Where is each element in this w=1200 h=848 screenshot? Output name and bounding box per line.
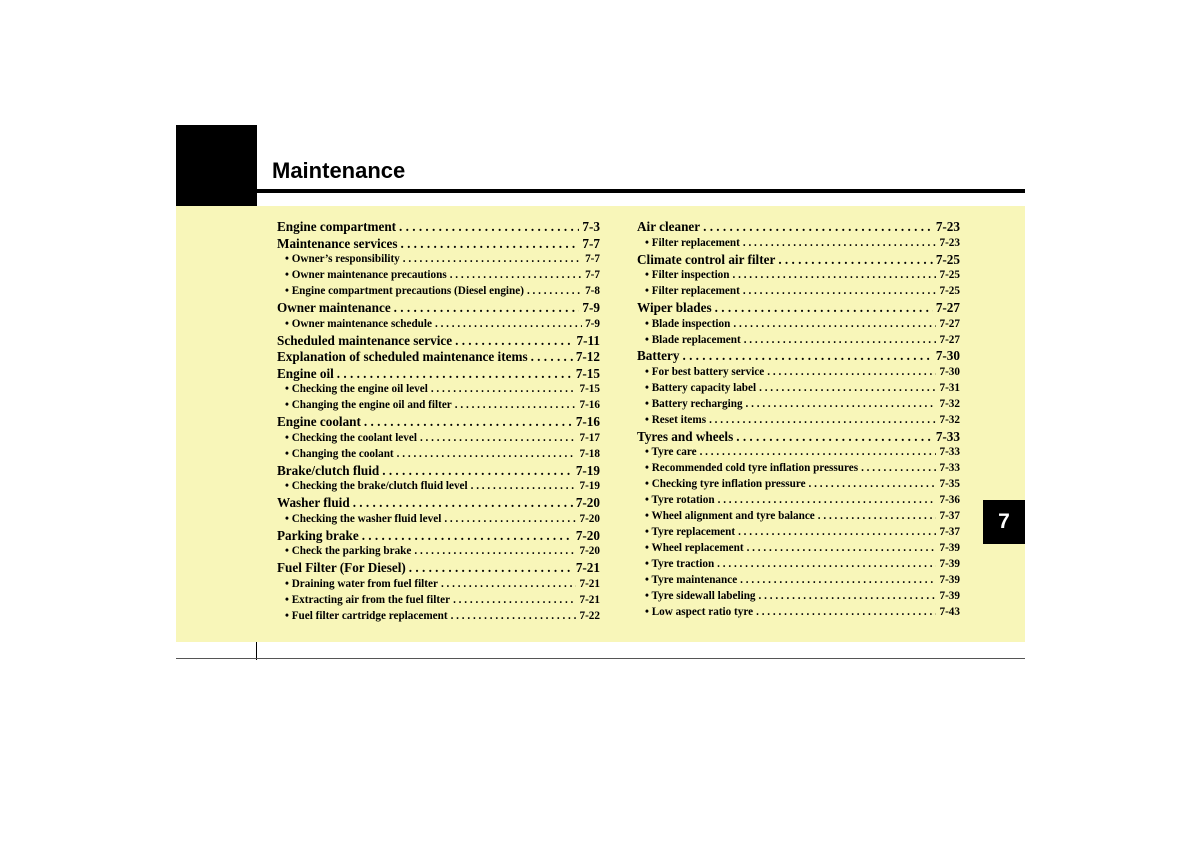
toc-entry-label: • Engine compartment precautions (Diesel engine) — [285, 285, 524, 298]
toc-entry-label: • Draining water from fuel filter — [285, 577, 438, 590]
toc-entry-label: Owner maintenance — [277, 300, 391, 315]
toc-entry[interactable] — [277, 300, 600, 317]
toc-entry-label: • Tyre maintenance — [645, 573, 738, 586]
toc-entry-page: 7-39 — [939, 557, 960, 570]
dot-leader — [743, 236, 937, 252]
dot-leader — [718, 493, 937, 509]
toc-entry-label: • Filter replacement — [645, 236, 740, 249]
toc-entry-page: 7-22 — [579, 609, 600, 622]
dot-leader — [759, 589, 937, 605]
dot-leader — [471, 479, 577, 495]
toc-entry-page: 7-25 — [939, 269, 960, 282]
toc-subentry[interactable] — [637, 317, 960, 333]
toc-subentry[interactable] — [277, 512, 600, 528]
toc-entry-label: Engine oil — [277, 365, 334, 381]
toc-subentry[interactable] — [277, 398, 600, 414]
toc-entry-page: 7-33 — [939, 462, 960, 475]
title-underline — [257, 189, 1025, 193]
toc-entry[interactable] — [277, 560, 600, 577]
toc-entry[interactable] — [637, 252, 960, 269]
dot-leader — [441, 577, 577, 593]
dot-leader — [733, 268, 937, 284]
toc-subentry[interactable] — [637, 573, 960, 589]
toc-entry-page: 7-20 — [575, 495, 600, 511]
toc-entry-page: 7-16 — [575, 414, 600, 430]
toc-entry[interactable] — [277, 366, 600, 383]
dot-leader — [337, 366, 573, 383]
dot-leader — [759, 381, 936, 397]
toc-entry-label: • Blade replacement — [645, 333, 741, 346]
dot-leader — [861, 461, 936, 477]
chapter-tab[interactable]: 7 — [983, 500, 1025, 544]
toc-subentry[interactable] — [277, 447, 600, 463]
dot-leader — [818, 509, 937, 525]
toc-entry[interactable] — [637, 300, 960, 317]
toc-entry-label: • Low aspect ratio tyre — [645, 605, 754, 618]
toc-subentry[interactable] — [637, 557, 960, 573]
toc-entry-label: • Battery recharging — [645, 397, 743, 410]
toc-entry[interactable] — [637, 348, 960, 365]
toc-entry-page: 7-8 — [585, 285, 600, 298]
dot-leader — [431, 382, 577, 398]
dot-leader — [444, 512, 576, 528]
toc-subentry[interactable] — [637, 525, 960, 541]
toc-subentry[interactable] — [277, 252, 600, 268]
toc-entry-page: 7-20 — [579, 545, 600, 558]
toc-subentry[interactable] — [637, 236, 960, 252]
toc-entry-label: • Battery capacity label — [645, 382, 757, 394]
chapter-title: Maintenance — [272, 158, 406, 183]
toc-column-right — [637, 219, 960, 621]
dot-leader — [382, 463, 573, 480]
dot-leader — [736, 429, 933, 446]
toc-subentry[interactable] — [637, 509, 960, 525]
chapter-header-block — [176, 125, 257, 206]
dot-leader — [409, 560, 573, 577]
dot-leader — [527, 284, 582, 300]
toc-entry[interactable] — [277, 349, 600, 366]
dot-leader — [400, 236, 579, 253]
toc-entry-label: • Checking the coolant level — [285, 431, 417, 444]
toc-entry-page: 7-35 — [939, 478, 960, 491]
toc-entry-page: 7-27 — [935, 300, 960, 315]
toc-subentry[interactable] — [637, 461, 960, 477]
toc-subentry[interactable] — [637, 413, 960, 429]
dot-leader — [399, 219, 579, 236]
dot-leader — [455, 333, 573, 350]
toc-subentry[interactable] — [277, 544, 600, 560]
toc-entry-label: • Changing the coolant — [285, 447, 394, 460]
toc-entry[interactable] — [277, 414, 600, 431]
dot-leader — [397, 447, 577, 463]
toc-subentry[interactable] — [637, 589, 960, 605]
toc-entry-label: • Tyre sidewall labeling — [645, 589, 756, 602]
toc-entry-page: 7-16 — [579, 399, 600, 412]
toc-entry-page: 7-21 — [579, 577, 600, 590]
dot-leader — [682, 348, 932, 365]
toc-entry-page: 7-11 — [576, 332, 600, 348]
toc-entry-page: 7-27 — [939, 333, 960, 346]
dot-leader — [531, 349, 573, 366]
toc-entry-page: 7-12 — [575, 349, 600, 365]
toc-entry-label: • Fuel filter cartridge replacement — [285, 609, 448, 622]
toc-entry-label: • Extracting air from the fuel filter — [285, 593, 451, 606]
toc-entry-page: 7-39 — [939, 542, 960, 555]
toc-entry-page: 7-30 — [939, 366, 960, 379]
toc-entry-page: 7-27 — [939, 317, 960, 330]
toc-entry-label: • Owner’s responsibility — [285, 253, 400, 266]
toc-entry-label: • For best battery service — [645, 366, 765, 379]
dot-leader — [414, 544, 576, 560]
dot-leader — [778, 252, 933, 269]
toc-entry[interactable] — [277, 495, 600, 512]
dot-leader — [703, 219, 933, 236]
dot-leader — [747, 541, 937, 557]
toc-entry-label: Wiper blades — [637, 300, 712, 315]
toc-subentry[interactable] — [277, 609, 600, 625]
toc-entry-page: 7-15 — [575, 365, 600, 381]
toc-subentry[interactable] — [277, 431, 600, 447]
toc-entry-label: Brake/clutch fluid — [277, 462, 380, 478]
toc-subentry[interactable] — [277, 593, 600, 609]
dot-leader — [435, 317, 582, 333]
toc-entry-label: Explanation of scheduled maintenance items — [277, 349, 528, 365]
toc-entry-label: • Tyre replacement — [645, 526, 736, 539]
toc-entry-label: • Checking the brake/clutch fluid level — [285, 480, 468, 493]
toc-entry-page: 7-39 — [939, 589, 960, 602]
toc-entry-page: 7-39 — [939, 573, 960, 586]
toc-entry-label: Washer fluid — [277, 495, 350, 511]
toc-entry-page: 7-25 — [939, 285, 960, 298]
dot-leader — [364, 414, 573, 431]
toc-entry-label: • Changing the engine oil and filter — [285, 399, 452, 412]
toc-entry-page: 7-21 — [579, 593, 600, 606]
toc-subentry[interactable] — [637, 445, 960, 461]
toc-subentry[interactable] — [277, 479, 600, 495]
toc-entry-label: • Filter inspection — [645, 269, 730, 282]
toc-entry-page: 7-21 — [575, 560, 600, 576]
toc-entry-page: 7-19 — [575, 462, 600, 478]
toc-entry-label: • Check the parking brake — [285, 545, 412, 558]
toc-subentry[interactable] — [637, 477, 960, 493]
dot-leader — [733, 317, 936, 333]
toc-entry-page: 7-33 — [935, 428, 960, 444]
toc-subentry[interactable] — [637, 493, 960, 509]
dot-leader — [756, 605, 936, 621]
toc-entry-label: Climate control air filter — [637, 251, 776, 267]
dot-leader — [709, 413, 936, 429]
toc-subentry[interactable] — [637, 605, 960, 621]
toc-entry-label: Fuel Filter (For Diesel) — [277, 560, 406, 576]
toc-entry-label: Engine coolant — [277, 414, 361, 430]
toc-entry-page: 7-15 — [579, 383, 600, 396]
toc-entry-page: 7-30 — [935, 348, 960, 364]
toc-entry-page: 7-32 — [939, 413, 960, 426]
toc-entry-label: Battery — [637, 348, 680, 364]
toc-entry-page: 7-23 — [935, 219, 960, 234]
toc-subentry[interactable] — [277, 382, 600, 398]
toc-entry-label: • Checking the engine oil level — [285, 383, 428, 396]
dot-leader — [455, 398, 577, 414]
toc-entry-page: 7-23 — [939, 236, 960, 249]
toc-entry-label: • Recommended cold tyre inflation pressures — [645, 462, 859, 475]
toc-entry-page: 7-20 — [579, 512, 600, 525]
toc-entry-page: 7-37 — [939, 510, 960, 523]
toc-subentry[interactable] — [277, 317, 600, 333]
toc-entry-label: Tyres and wheels — [637, 428, 734, 444]
toc-entry-page: 7-9 — [582, 300, 600, 315]
toc-entry-label: Maintenance services — [277, 235, 398, 251]
toc-column-left — [277, 219, 600, 625]
toc-entry[interactable] — [277, 528, 600, 545]
bottom-rule — [176, 658, 1025, 659]
toc-entry-label: Engine compartment — [277, 219, 397, 234]
toc-entry-label: • Tyre traction — [645, 557, 715, 570]
dot-leader — [715, 300, 933, 317]
dot-leader — [353, 495, 573, 512]
dot-leader — [740, 573, 936, 589]
toc-entry-page: 7-37 — [939, 526, 960, 539]
dot-leader — [700, 445, 937, 461]
toc-entry-page: 7-33 — [939, 446, 960, 459]
dot-leader — [420, 431, 577, 447]
toc-entry-label: • Checking the washer fluid level — [285, 512, 442, 525]
toc-entry-label: • Filter replacement — [645, 285, 740, 298]
toc-entry-page: 7-7 — [585, 269, 600, 282]
toc-entry-label: • Blade inspection — [645, 317, 731, 330]
dot-leader — [746, 397, 937, 413]
dot-leader — [451, 609, 577, 625]
dot-leader — [738, 525, 936, 541]
toc-entry-page: 7-3 — [582, 219, 600, 234]
dot-leader — [743, 284, 937, 300]
dot-leader — [809, 477, 937, 493]
dot-leader — [403, 252, 582, 268]
toc-entry-label: Scheduled maintenance service — [277, 332, 453, 348]
toc-entry-page: 7-19 — [579, 480, 600, 493]
dot-leader — [744, 333, 937, 349]
toc-entry-page: 7-43 — [939, 605, 960, 618]
toc-subentry[interactable] — [637, 268, 960, 284]
toc-entry-page: 7-17 — [579, 431, 600, 444]
toc-entry-label: Parking brake — [277, 527, 359, 543]
toc-entry-label: • Owner maintenance schedule — [285, 317, 432, 330]
toc-entry[interactable] — [277, 463, 600, 480]
toc-entry-label: • Wheel replacement — [645, 542, 744, 555]
toc-subentry[interactable] — [637, 541, 960, 557]
toc-subentry[interactable] — [277, 284, 600, 300]
toc-subentry[interactable] — [637, 333, 960, 349]
toc-subentry[interactable] — [637, 381, 960, 397]
toc-subentry[interactable] — [637, 397, 960, 413]
toc-entry[interactable] — [277, 236, 600, 253]
toc-entry-page: 7-7 — [582, 235, 600, 251]
dot-leader — [362, 528, 573, 545]
toc-entry[interactable] — [637, 219, 960, 236]
toc-subentry[interactable] — [277, 577, 600, 593]
toc-entry[interactable] — [277, 333, 600, 350]
toc-entry-label: • Tyre care — [645, 446, 697, 459]
toc-entry-page: 7-18 — [579, 447, 600, 460]
toc-entry[interactable] — [637, 429, 960, 446]
dot-leader — [450, 268, 582, 284]
toc-entry-page: 7-36 — [939, 494, 960, 507]
toc-entry-label: • Reset items — [645, 413, 707, 426]
toc-entry-label: • Checking tyre inflation pressure — [645, 478, 806, 491]
dot-leader — [767, 365, 936, 381]
toc-entry-page: 7-25 — [935, 251, 960, 267]
dot-leader — [453, 593, 576, 609]
toc-entry-label: • Tyre rotation — [645, 494, 715, 507]
toc-entry-label: • Wheel alignment and tyre balance — [645, 510, 815, 523]
toc-entry-page: 7-31 — [939, 382, 960, 394]
toc-subentry[interactable] — [637, 365, 960, 381]
toc-subentry[interactable] — [277, 268, 600, 284]
toc-entry-page: 7-20 — [575, 527, 600, 543]
toc-entry-page: 7-32 — [939, 397, 960, 410]
dot-leader — [394, 300, 580, 317]
dot-leader — [717, 557, 936, 573]
toc-entry-label: Air cleaner — [637, 219, 701, 234]
toc-entry[interactable] — [277, 219, 600, 236]
toc-subentry[interactable] — [637, 284, 960, 300]
toc-entry-page: 7-7 — [585, 253, 600, 266]
toc-entry-label: • Owner maintenance precautions — [285, 269, 447, 282]
toc-entry-page: 7-9 — [585, 317, 600, 330]
